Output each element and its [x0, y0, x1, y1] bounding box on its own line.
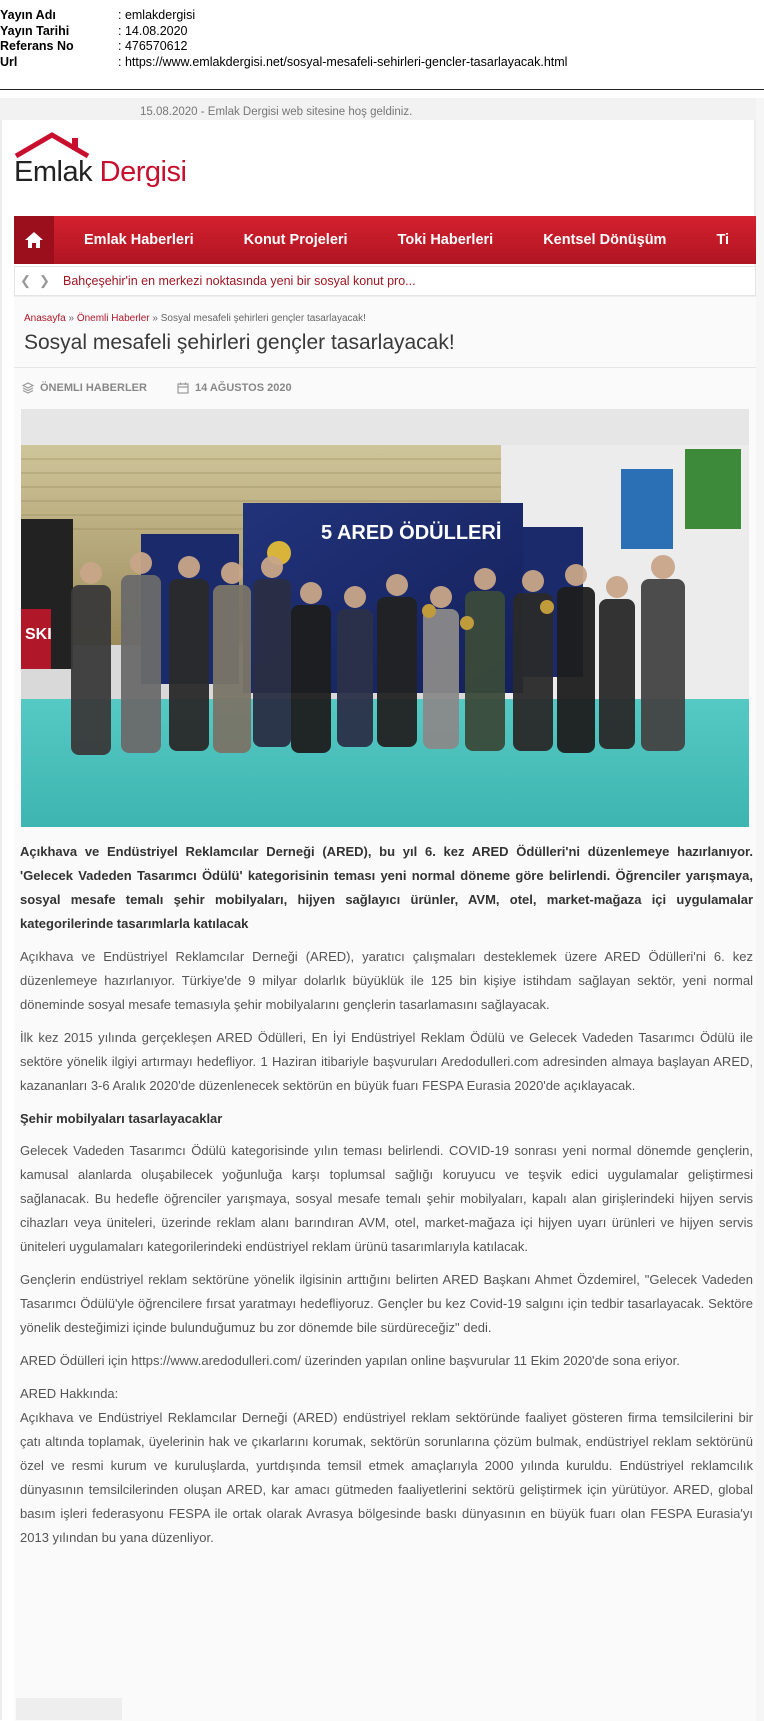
main-navigation: [14, 216, 756, 264]
meta-row-publication: [0, 8, 764, 24]
footer-placeholder: [16, 1698, 122, 1720]
nav-item-truncated[interactable]: Ti: [716, 232, 730, 248]
news-ticker: [14, 266, 756, 296]
breadcrumb-section-link[interactable]: Önemli Haberler: [76, 313, 150, 324]
nav-item-kentsel-donusum[interactable]: Kentsel Dönüşüm: [543, 232, 667, 248]
article-paragraph: ARED Ödülleri için https://www.aredodulleri.com/ üzerinden yapılan online başvurular 11 Ekim 2020'de sona eriyor.: [20, 1353, 680, 1368]
chevron-right-icon[interactable]: ❯: [39, 273, 50, 288]
logo-word-dergisi: Dergisi: [99, 156, 187, 188]
website-capture: [0, 98, 764, 1721]
article-paragraph: Gençlerin endüstriyel reklam sektörüne yönelik ilgisinin arttığını belirten ARED Başkanı Ahmet Özdemirel, "Gelecek Vadeden Tasarımcı Ödülü'yle öğrencilere fırsat yaratmayı hedefliyoruz. Gençler bu kez Covid-19 salgını için tedbir tasarlayacak. Sektöre yönelik desteğimizi içinde bulunduğumuz bu zor dönemde bile sürdüreceğiz" dedi.: [20, 1272, 753, 1335]
ticker-controls: [15, 273, 55, 289]
article-lead: Açıkhava ve Endüstriyel Reklamcılar Derneği (ARED), bu yıl 6. kez ARED Ödülleri'ni düzenlemeye hazırlanıyor. 'Gelecek Vadeden Tasarımcı Ödülü' kategorisinin teması yeni normal döneme göre belirlendi. Öğrenciler yarışmaya, sosyal mesafe temalı şehir mobilyaları, hijyen sağlayıcı ürünler, AVM, otel, market-mağaza içi uygulamalar kategorilerinde tasarımlarla katılacak: [20, 844, 753, 931]
divider: [0, 89, 764, 90]
photo-sign-text: SKI: [25, 626, 52, 643]
logo-word-emlak: Emlak: [14, 156, 100, 188]
breadcrumb-separator: »: [152, 313, 158, 324]
article-paragraph: Açıkhava ve Endüstriyel Reklamcılar Derneği (ARED), yaratıcı çalışmaları desteklemek üzere ARED Ödülleri'ni 6. kez düzenlemeye hazırlanıyor. Türkiye'de 9 milyar dolarlık büyüklük ile 125 bin kişiye istihdam sağlayan sektör, yeni normal döneminde sosyal mesafe temasıyla şehir mobilyalarını gençlerin tasarlamasını sağlayacak.: [20, 949, 753, 1012]
meta-key: Yayın Adı: [0, 8, 56, 22]
calendar-icon: [177, 382, 189, 394]
site-logo[interactable]: [12, 132, 202, 202]
meta-key: Referans No: [0, 39, 74, 53]
award-group-photo: [21, 409, 749, 827]
article-container: [14, 296, 756, 1721]
post-meta: [22, 382, 292, 394]
breadcrumb-home-link[interactable]: Anasayfa: [24, 313, 66, 324]
meta-row-url: [0, 55, 764, 71]
divider: [14, 367, 756, 368]
layers-icon: [22, 382, 34, 394]
meta-value: : emlakdergisi: [118, 8, 196, 22]
divider: [756, 98, 764, 1721]
meta-key: Yayın Tarihi: [0, 23, 70, 38]
home-icon: [25, 232, 43, 248]
post-category[interactable]: ÖNEMLI HABERLER: [40, 382, 147, 394]
nav-item-konut-projeleri[interactable]: Konut Projeleri: [243, 232, 348, 248]
welcome-bar: 15.08.2020 - Emlak Dergisi web sitesine hoş geldiniz.: [0, 98, 756, 120]
logo-text: [14, 156, 186, 189]
divider: [0, 120, 2, 1720]
meta-row-date: [0, 24, 764, 40]
article-subheading: Şehir mobilyaları tasarlayacaklar: [20, 1111, 223, 1126]
post-date: 14 AĞUSTOS 2020: [194, 382, 292, 394]
meta-row-reference: [0, 39, 764, 55]
breadcrumb-current: Sosyal mesafeli şehirleri gençler tasarlayacak!: [160, 313, 366, 324]
meta-key: Url: [0, 54, 18, 69]
article-photo: [21, 409, 749, 827]
article-paragraph: Gelecek Vadeden Tasarımcı Ödülü kategorisinde yılın teması belirlendi. COVID-19 sonrası yeni normal dönemde gençlerin, kamusal alanlarda oluşabilecek yoğunluğa karşı toplumsal sağlığı koruyucu ve teşvik edici uygulamalar geliştirmesi sağlanacak. Bu hedefle öğrenciler yarışmaya, sosyal mesafe temalı şehir mobilyaları, kapalı alan girişlerindeki hijyen servis cihazları veya üniteleri, üzerinde reklam alanı barındıran AVM, otel, market-mağaza içi hijyen uyarı ürünleri ve hijyen servis üniteleri uygulamaları kategorilerindeki endüstriyel reklam ürünü tasarımlarıyla katılacak.: [20, 1143, 753, 1254]
nav-home-button[interactable]: [14, 216, 54, 264]
meta-value: : 14.08.2020: [118, 23, 188, 38]
breadcrumb: [24, 313, 366, 324]
ticker-headline[interactable]: Bahçeşehir'in en merkezi noktasında yeni bir sosyal konut pro...: [63, 274, 416, 288]
breadcrumb-separator: »: [68, 313, 75, 324]
photo-banner-text: 5 ARED ÖDÜLLERİ: [321, 522, 502, 544]
about-paragraph: Açıkhava ve Endüstriyel Reklamcılar Derneği (ARED) endüstriyel reklam sektöründe faaliyet gösteren firma temsilcilerini bir çatı altında toplamak, üyelerinin hak ve çıkarlarını korumak, sektörün sorunlarına çözüm bulmak, endüstriyel reklam sektörünü özel ve resmi kurum ve kuruluşlarda, yurtdışında temsil etmek amaçlarıyla 2000 yılında kuruldu. Endüstriyel reklamcılık dünyasının temsilcilerinden oluşan ARED, kar amacı gütmeden faaliyetlerini sektörü geliştirmek için yürütüyor. ARED, global basım işleri federasyonu FESPA ile ortak olarak Avrasya bölgesinde baskı dünyasının en büyük fuarı olan FESPA Eurasia'yı 2013 yılından bu yana düzenliyor.: [20, 1410, 753, 1545]
nav-item-emlak-haberleri[interactable]: Emlak Haberleri: [84, 232, 194, 248]
page-title: Sosyal mesafeli şehirleri gençler tasarlayacak!: [24, 331, 455, 354]
article-paragraph: İlk kez 2015 yılında gerçekleşen ARED Ödülleri, En İyi Endüstriyel Reklam Ödülü ve Gelecek Vadeden Tasarımcı Ödülü ile sektöre yönelik ilgiyi artırmayı hedefliyor. 1 Haziran itibariyle başvuruları Aredodulleri.com adresinden almaya başlayan ARED, kazananları 3-6 Aralık 2020'de düzenlenecek sektörün en büyük fuarı FESPA Eurasia 2020'de açıklayacak.: [20, 1030, 753, 1093]
nav-item-toki-haberleri[interactable]: Toki Haberleri: [397, 232, 494, 248]
meta-value[interactable]: : https://www.emlakdergisi.net/sosyal-mesafeli-sehirleri-gencler-tasarlayacak.html: [118, 54, 568, 69]
chevron-left-icon[interactable]: ❮: [20, 273, 31, 288]
article-body: [20, 840, 753, 1559]
clipping-metadata: [0, 8, 764, 70]
about-title: ARED Hakkında:: [20, 1386, 119, 1401]
meta-value: : 476570612: [118, 39, 188, 53]
